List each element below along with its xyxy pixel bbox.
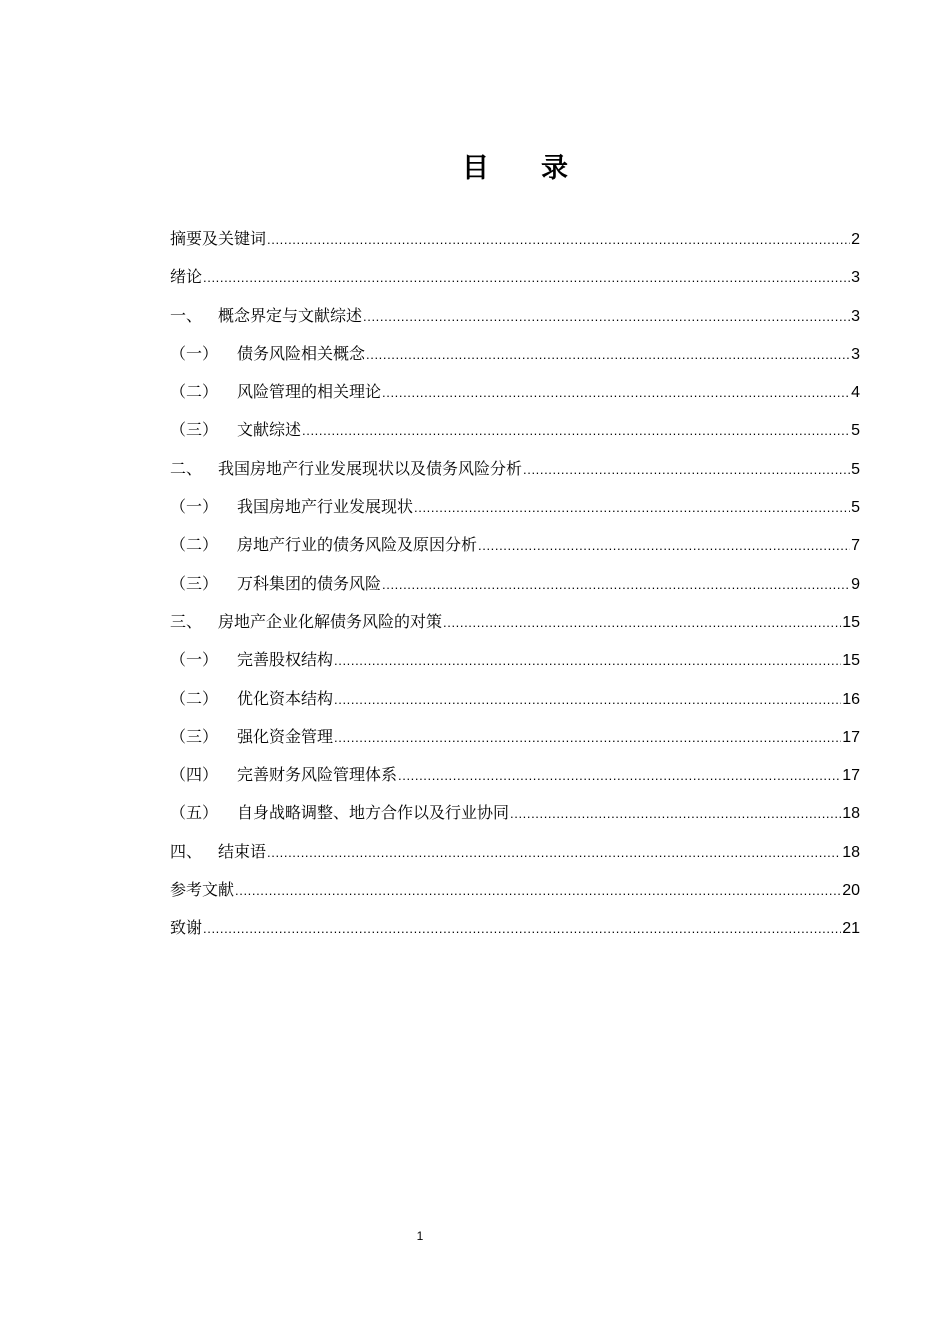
toc-entry-number: 二、: [170, 458, 203, 478]
toc-dot-leader: [366, 342, 850, 368]
toc-entry-page: 5: [851, 460, 860, 478]
toc-entry-page: 15: [842, 613, 860, 631]
toc-entry-number: （二）: [170, 382, 219, 402]
toc-entry[interactable]: [170, 341, 860, 379]
toc-entry-number: 四、: [170, 841, 203, 861]
toc-entry[interactable]: [170, 877, 860, 915]
toc-entry[interactable]: [170, 800, 860, 838]
page-number: 1: [416, 1229, 424, 1243]
toc-entry[interactable]: [170, 494, 860, 532]
toc-entry-page: 18: [842, 843, 860, 861]
toc-title: [0, 146, 950, 185]
toc-entry[interactable]: [170, 303, 860, 341]
toc-entry-number: （一）: [170, 650, 219, 670]
toc-entry-number: （二）: [170, 688, 219, 708]
toc-entry-page: 7: [851, 537, 860, 555]
toc-dot-leader: [443, 610, 841, 636]
toc-entry-number: （二）: [170, 535, 219, 555]
toc-entry[interactable]: [170, 762, 860, 800]
toc-entry-label: 文献综述: [237, 420, 302, 440]
toc-entry-number: （三）: [170, 573, 219, 593]
toc-entry-page: 15: [842, 652, 860, 670]
toc-entry-label: 概念界定与文献综述: [218, 305, 363, 325]
toc-entry-label: 完善股权结构: [237, 650, 334, 670]
toc-entry-label: 风险管理的相关理论: [237, 382, 382, 402]
toc-entry-label: 房地产企业化解债务风险的对策: [218, 611, 443, 631]
toc-dot-leader: [523, 457, 850, 483]
toc-dot-leader: [203, 265, 850, 291]
toc-dot-leader: [398, 763, 841, 789]
toc-entry-page: 20: [842, 882, 860, 900]
toc-title-char-1: 目: [462, 153, 489, 184]
toc-entry[interactable]: [170, 609, 860, 647]
toc-entry-page: 16: [842, 690, 860, 708]
toc-entry-page: 3: [851, 269, 860, 287]
toc-entry[interactable]: [170, 839, 860, 877]
toc-entry-label: 债务风险相关概念: [237, 343, 366, 363]
toc-dot-leader: [363, 304, 850, 330]
toc-entry[interactable]: [170, 571, 860, 609]
toc-entry-label: 完善财务风险管理体系: [237, 765, 398, 785]
toc-dot-leader: [382, 380, 850, 406]
toc-entry[interactable]: [170, 417, 860, 455]
toc-entry[interactable]: [170, 264, 860, 302]
toc-entry-page: 3: [851, 345, 860, 363]
toc-entry-number: （一）: [170, 343, 219, 363]
toc-entry[interactable]: [170, 456, 860, 494]
toc-entry-label: 万科集团的债务风险: [237, 573, 382, 593]
toc-entry[interactable]: [170, 532, 860, 570]
toc-dot-leader: [267, 227, 850, 253]
toc-entry-label: 结束语: [218, 841, 267, 861]
toc-entry-label: 致谢: [170, 918, 203, 938]
toc-entry[interactable]: [170, 647, 860, 685]
toc-dot-leader: [334, 648, 841, 674]
toc-list: [170, 226, 860, 954]
toc-dot-leader: [235, 878, 841, 904]
toc-entry-number: 三、: [170, 611, 203, 631]
toc-entry-page: 17: [842, 728, 860, 746]
toc-entry-label: 我国房地产行业发展现状: [237, 497, 414, 517]
toc-entry-page: 4: [851, 384, 860, 402]
toc-entry[interactable]: [170, 226, 860, 264]
toc-dot-leader: [203, 916, 841, 942]
toc-entry[interactable]: [170, 379, 860, 417]
toc-entry-number: （三）: [170, 726, 219, 746]
toc-dot-leader: [510, 801, 841, 827]
toc-entry-page: 21: [842, 920, 860, 938]
toc-entry[interactable]: [170, 686, 860, 724]
toc-dot-leader: [334, 725, 841, 751]
toc-entry-number: （五）: [170, 803, 219, 823]
toc-dot-leader: [382, 572, 850, 598]
toc-entry-number: 一、: [170, 305, 203, 325]
toc-entry-page: 17: [842, 767, 860, 785]
toc-entry[interactable]: [170, 724, 860, 762]
toc-title-char-2: 录: [541, 153, 568, 184]
toc-entry-page: 5: [851, 499, 860, 517]
toc-dot-leader: [334, 687, 841, 713]
toc-entry-number: （一）: [170, 497, 219, 517]
toc-dot-leader: [478, 533, 850, 559]
toc-entry-label: 参考文献: [170, 880, 235, 900]
toc-entry-label: 自身战略调整、地方合作以及行业协同: [237, 803, 510, 823]
toc-entry-page: 18: [842, 805, 860, 823]
toc-entry-label: 强化资金管理: [237, 726, 334, 746]
toc-entry-number: （三）: [170, 420, 219, 440]
toc-dot-leader: [267, 840, 841, 866]
toc-dot-leader: [302, 418, 850, 444]
toc-entry-label: 摘要及关键词: [170, 229, 267, 248]
toc-dot-leader: [414, 495, 850, 521]
toc-entry-page: 3: [851, 307, 860, 325]
toc-entry-label: 房地产行业的债务风险及原因分析: [237, 535, 478, 555]
toc-entry-label: 我国房地产行业发展现状以及债务风险分析: [218, 458, 523, 478]
toc-entry-label: 优化资本结构: [237, 688, 334, 708]
toc-entry-page: 2: [851, 231, 860, 248]
toc-entry-number: （四）: [170, 765, 219, 785]
toc-entry-page: 5: [851, 422, 860, 440]
toc-entry-page: 9: [851, 575, 860, 593]
toc-entry[interactable]: [170, 915, 860, 953]
toc-entry-label: 绪论: [170, 267, 203, 287]
